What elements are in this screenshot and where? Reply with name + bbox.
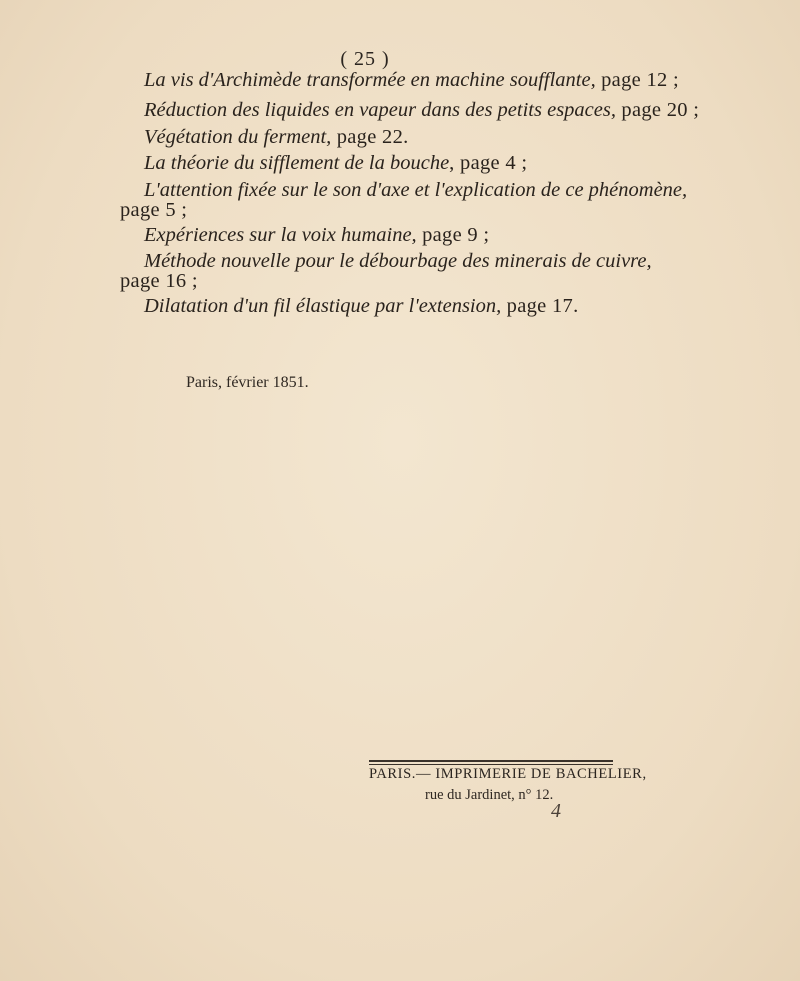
- list-item-continuation: [120, 270, 198, 293]
- printer-address: rue du Jardinet, n° 12.: [425, 787, 554, 803]
- printer-imprint: PARIS.— IMPRIMERIE DE BACHELIER,: [369, 766, 647, 782]
- page-number: ( 25 ): [340, 48, 390, 70]
- list-item: [144, 179, 687, 202]
- entry-title: Expériences sur la voix humaine,: [144, 224, 417, 246]
- entry-page: page 20 ;: [615, 99, 700, 121]
- entry-page: , page 4 ;: [449, 152, 528, 174]
- rule-thick: [369, 760, 613, 762]
- entry-title: La théorie du sifflement de la bouche: [144, 152, 450, 174]
- divider-rule: [369, 760, 613, 765]
- list-item-continuation: [120, 199, 187, 222]
- entry-title: L'attention fixée sur le son d'axe et l'explication de ce phénomène,: [144, 179, 688, 201]
- list-item: [144, 250, 652, 273]
- entry-title: La vis d'Archimède transformée en machine soufflante,: [144, 69, 596, 91]
- rule-thin: [369, 764, 613, 765]
- list-item: [144, 295, 579, 318]
- list-item: [144, 69, 679, 92]
- entry-page: page 17.: [501, 295, 579, 317]
- sheet-signature-mark: 4: [551, 800, 561, 822]
- entry-title: Méthode nouvelle pour le débourbage des minerais de cuivre,: [144, 250, 652, 272]
- entry-page: page 9 ;: [416, 224, 490, 246]
- list-item: [144, 152, 527, 175]
- list-item: [144, 224, 489, 247]
- list-item: [144, 99, 699, 122]
- entry-title: Dilatation d'un fil élastique par l'extension,: [144, 295, 502, 317]
- entry-title: Végétation du ferment,: [144, 126, 332, 148]
- entry-page: page 12 ;: [595, 69, 679, 91]
- date-line: Paris, février 1851.: [186, 374, 309, 391]
- entry-title: Réduction des liquides en vapeur dans des petits espaces,: [144, 99, 616, 121]
- entry-page: page 22.: [331, 126, 409, 148]
- entry-page: page 5 ;: [120, 199, 188, 221]
- entry-page: page 16 ;: [120, 270, 198, 292]
- list-item: [144, 126, 409, 149]
